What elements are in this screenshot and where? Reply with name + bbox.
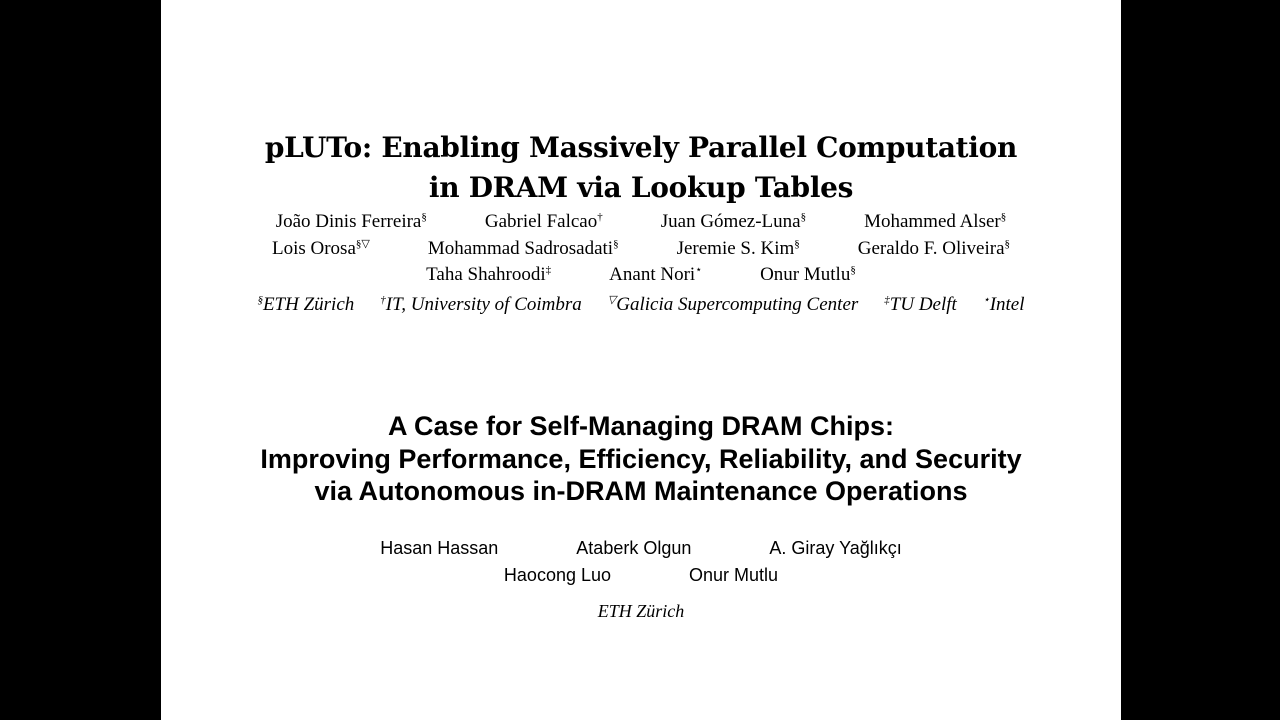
- author: Onur Mutlu§: [760, 264, 856, 285]
- paper2-authors-row1: [161, 537, 1121, 559]
- author: Onur Mutlu: [689, 565, 779, 585]
- affiliation: ⋆Intel: [982, 294, 1025, 315]
- paper1-title-line1: pLUTo: Enabling Massively Parallel Computation: [264, 131, 1018, 164]
- author: Juan Gómez-Luna§: [660, 211, 807, 232]
- author: Ataberk Olgun: [576, 538, 692, 558]
- author: Geraldo F. Oliveira§: [857, 238, 1011, 259]
- affiliation: ‡TU Delft: [884, 294, 957, 315]
- paper2-title-line1: A Case for Self-Managing DRAM Chips:: [387, 411, 895, 441]
- paper1-authors-row2: [161, 237, 1121, 261]
- paper2-title-line3: via Autonomous in-DRAM Maintenance Operations: [314, 476, 968, 506]
- author: Mohammed Alser§: [864, 211, 1007, 232]
- author: João Dinis Ferreira§: [275, 211, 427, 232]
- author: Haocong Luo: [503, 565, 612, 585]
- affiliation: §ETH Zürich: [257, 294, 355, 315]
- affiliation: †IT, University of Coimbra: [380, 294, 582, 315]
- paper2-authors-row2: [161, 564, 1121, 586]
- paper1-title: [161, 128, 1121, 208]
- slide: [161, 0, 1121, 720]
- author: Hasan Hassan: [380, 538, 499, 558]
- paper2-title: [161, 410, 1121, 508]
- paper1-authors-row3: [161, 263, 1121, 287]
- affiliation: ▽Galicia Supercomputing Center: [607, 294, 859, 315]
- author: Mohammad Sadrosadati§: [427, 238, 619, 259]
- author: A. Giray Yağlıkçı: [769, 538, 902, 558]
- author: Lois Orosa§▽: [271, 238, 370, 259]
- paper1-title-line2: in DRAM via Lookup Tables: [428, 171, 854, 204]
- paper1-authors-row1: [161, 210, 1121, 234]
- paper1-affiliations: [161, 293, 1121, 317]
- paper2-affiliation: ETH Zürich: [597, 601, 685, 621]
- author: Anant Nori⋆: [609, 264, 703, 285]
- paper2-title-line2: Improving Performance, Efficiency, Reliability, and Security: [260, 443, 1022, 474]
- author: Taha Shahroodi‡: [426, 264, 552, 285]
- author: Jeremie S. Kim§: [676, 238, 800, 259]
- author: Gabriel Falcao†: [484, 211, 603, 232]
